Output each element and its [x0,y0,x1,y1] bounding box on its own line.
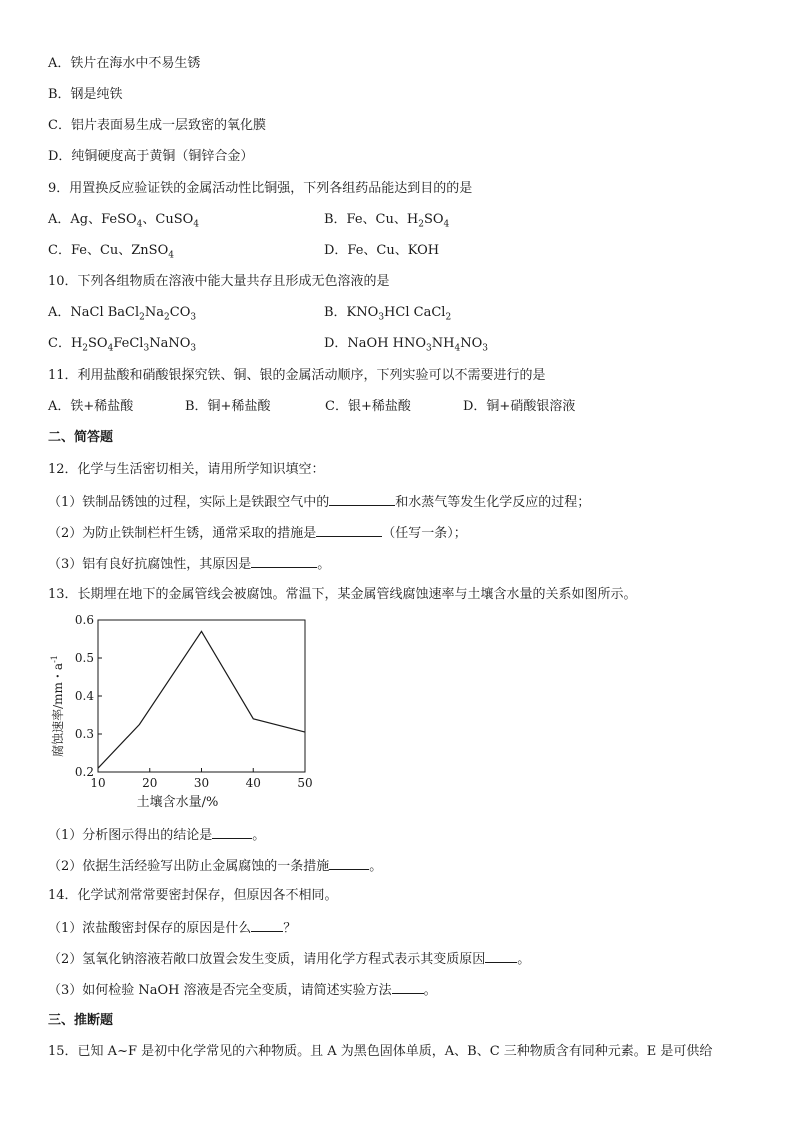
q10-option-c: C．$H_2SO_4FeCl_3NaNO_3$ [48,336,197,354]
q14-blank-1[interactable] [251,919,283,932]
y-axis-label: 腐蚀速率/mm・$a^{-1}$ [50,655,65,757]
q12-part-2: （2）为防止铁制栏杆生锈，通常采取的措施是 （任写一条）； [48,526,467,541]
q9-stem: 9．用置换反应验证铁的金属活动性比铜强，下列各组药品能达到目的的是 [48,181,473,196]
y-tick-label: 0.5 [74,651,94,665]
x-tick-label: 10 [90,776,106,790]
q8-option-b: B．钢是纯铁 [48,87,123,102]
q14-blank-3[interactable] [392,981,424,994]
plot-frame-rect [98,620,305,772]
q11-option-d: D．铜+硝酸银溶液 [463,399,576,414]
q10-option-b: B．$KNO_3HCl$ CaCl$_2$ [324,305,452,323]
q9-option-a: A．Ag、FeSO$_4$、CuSO$_4$ [48,212,200,230]
q11-option-b: B．铜+稀盐酸 [185,399,271,414]
q9-option-b: B．Fe、Cu、$H_2SO_4$ [324,212,450,230]
section-heading-short-answer: 二、简答题 [48,430,114,445]
q11-option-c: C．银+稀盐酸 [325,399,411,414]
q12-part-1: （1）铁制品锈蚀的过程，实际上是铁跟空气中的 和水蒸气等发生化学反应的过程； [48,495,591,510]
series-line [98,631,305,768]
y-tick-label: 0.4 [74,689,94,703]
q14-stem: 14．化学试剂常常要密封保存，但原因各不相同。 [48,888,338,903]
q13-blank-2[interactable] [329,857,369,870]
q12-blank-2[interactable] [316,524,382,537]
q12-stem: 12．化学与生活密切相关，请用所学知识填空： [48,462,325,477]
x-tick-label: 20 [142,776,158,790]
y-tick-label: 0.2 [74,765,94,779]
q14-part-2: （2）氢氧化钠溶液若敞口放置会发生变质，请用化学方程式表示其变质原因 。 [48,952,531,967]
q13-stem: 13．长期埋在地下的金属管线会被腐蚀。常温下，某金属管线腐蚀速率与土壤含水量的关系如图所示。 [48,587,637,602]
q9-options-row-2 [48,243,748,259]
q8-option-c: C．铝片表面易生成一层致密的氧化膜 [48,118,266,133]
x-tick-label: 30 [193,776,210,790]
q9-options-row-1 [48,212,748,228]
section-heading-inference: 三、推断题 [48,1013,114,1028]
q12-part-3: （3）铝有良好抗腐蚀性，其原因是 。 [48,557,331,572]
q13-part-2: （2）依据生活经验写出防止金属腐蚀的一条措施 。 [48,859,383,874]
q10-option-d: D．NaOH $HNO_3NH_4NO_3$ [324,336,489,354]
q9-option-c: C．Fe、Cu、ZnSO$_4$ [48,243,174,261]
q15-stem: 15．已知 A~F 是初中化学常见的六种物质。且 A 为黑色固体单质，A、B、C 三种物质含有同种元素。E 是可供给 [48,1044,713,1059]
q12-blank-1[interactable] [329,493,395,506]
q10-option-a: A．NaCl $BaCl_2Na_2CO_3$ [48,305,197,323]
y-tick-label: 0.6 [74,613,94,627]
x-axis-label: 土壤含水量/% [136,795,219,810]
q10-options-row-1 [48,305,748,321]
q14-blank-2[interactable] [485,950,517,963]
q13-blank-1[interactable] [212,826,252,839]
y-tick-label: 0.3 [74,727,94,741]
corrosion-rate-chart [48,612,318,812]
q14-part-3: （3）如何检验 NaOH 溶液是否完全变质，请简述实验方法 。 [48,983,437,998]
x-tick-label: 50 [297,776,313,790]
q8-option-d: D．纯铜硬度高于黄铜（铜锌合金） [48,149,254,164]
x-tick-label: 40 [245,776,261,790]
q11-option-a: A．铁+稀盐酸 [48,399,134,414]
q14-part-1: （1）浓盐酸密封保存的原因是什么 ？ [48,921,297,936]
q8-option-a: A．铁片在海水中不易生锈 [48,56,201,71]
q11-stem: 11．利用盐酸和硝酸银探究铁、铜、银的金属活动顺序，下列实验可以不需要进行的是 [48,368,546,383]
q12-blank-3[interactable] [251,555,317,568]
q10-options-row-2 [48,336,748,352]
q13-part-1: （1）分析图示得出的结论是 。 [48,828,266,843]
q10-stem: 10．下列各组物质在溶液中能大量共存且形成无色溶液的是 [48,274,390,289]
q9-option-d: D．Fe、Cu、KOH [324,243,440,258]
